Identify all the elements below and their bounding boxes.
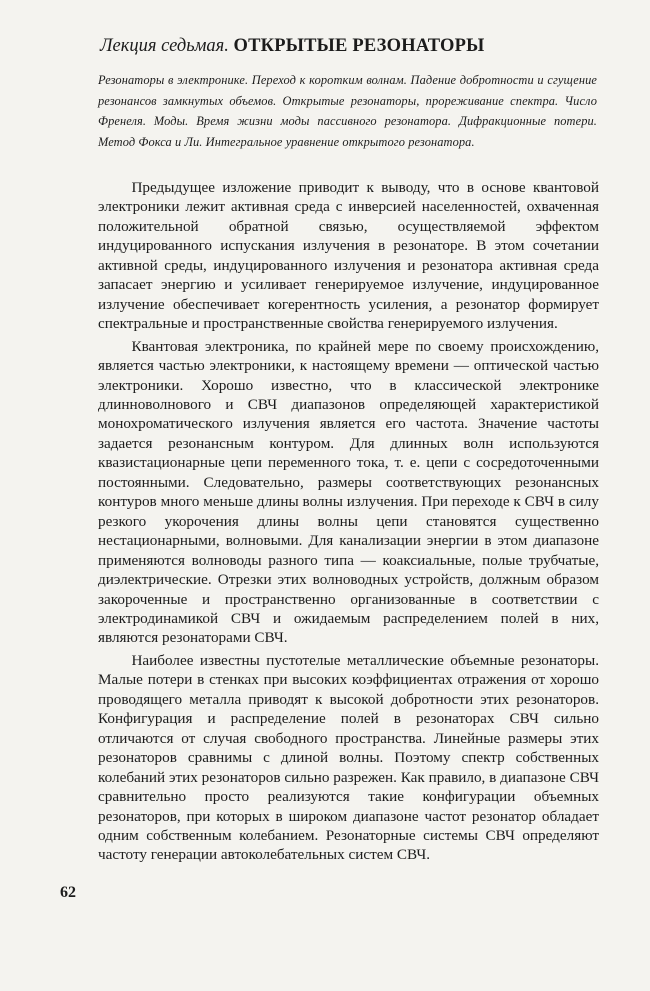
paragraph-3: Наиболее известны пустотелые металлические объемные резонаторы. Малые потери в стенках при высоких коэффициентах отражения от хорошо проводящего металла приводят к высокой добротности этих резонаторов. Конфигурация и распределение полей в резонаторах СВЧ сильно отличаются от случая свободного пространства. Линейные размеры этих резонаторов сравнимы с длиной волны. Поэтому спектр собственных колебаний этих резонаторов сильно разрежен. Как правило, в диапазоне СВЧ сравнительно просто реализуются такие конфигурации объемных резонаторов, при которых в широком диапазоне частот резонатор обладает одним собственным колебанием. Резонаторные системы СВЧ определяют частоту генерации автоколебательных систем СВЧ.: [98, 651, 599, 864]
body-text: [98, 178, 599, 865]
chapter-abstract: Резонаторы в электронике. Переход к коротким волнам. Падение добротности и сгущение резонансов замкнутых объемов. Открытые резонаторы, прореживание спектра. Число Френеля. Моды. Время жизни моды пассивного резонатора. Дифракционные потери. Метод Фокса и Ли. Интегральное уравнение открытого резонатора.: [98, 73, 597, 149]
chapter-title: ОТКРЫТЫЕ РЕЗОНАТОРЫ: [233, 36, 485, 56]
page-number: 62: [60, 884, 76, 901]
lecture-label: Лекция седьмая.: [100, 36, 229, 56]
chapter-heading: [100, 34, 570, 58]
paragraph-1: Предыдущее изложение приводит к выводу, что в основе квантовой электроники лежит активная среда с инверсией населенностей, охваченная положительной обратной связью, осуществляемой эффектом индуцированного испускания излучения в резонаторе. В этом сочетании активной среды, индуцированного излучения и резонатора активная среда запасает энергию и усиливает генерируемое излучение, индуцированное излучение обеспечивает когерентность усиления, а резонатор формирует спектральные и пространственные свойства генерируемого излучения.: [98, 179, 599, 333]
paragraph-2: Квантовая электроника, по крайней мере по своему происхождению, является частью электроники, к настоящему времени — оптической частью электроники. Хорошо известно, что в классической электронике длинноволнового и СВЧ диапазонов определяющей характеристикой монохроматического излучения является его частота. Значение частоты задается резонансным контуром. Для длинных волн используются квазистационарные цепи переменного тока, т. е. цепи с сосредоточенными постоянными. Следовательно, размеры соответствующих резонансных контуров много меньше длины волны излучения. При переходе к СВЧ в силу резкого укорочения длины волны цепи становятся существенно нестационарными, волновыми. Для канализации энергии в этом диапазоне применяются волноводы разного типа — коаксиальные, полые трубчатые, диэлектрические. Отрезки этих волноводных устройств, должным образом закороченные и пространственно организованные в соответствии с электродинамикой СВЧ и ожидаемым распределением полей в них, являются резонаторами СВЧ.: [98, 337, 599, 647]
